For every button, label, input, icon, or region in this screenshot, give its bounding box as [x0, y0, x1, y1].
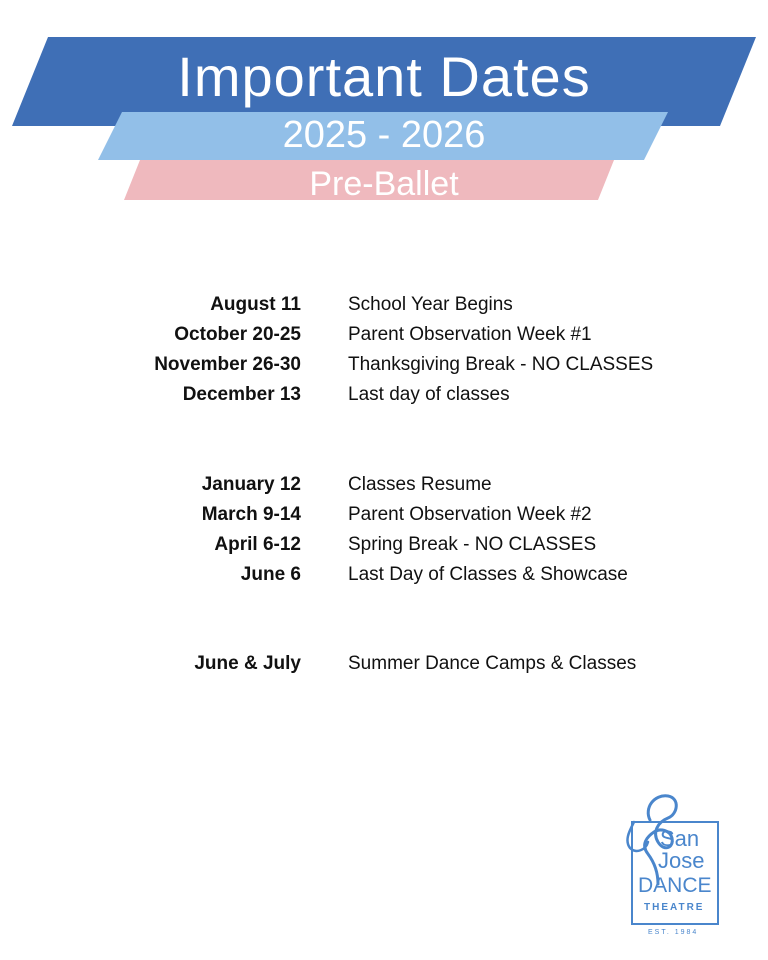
schedule-date: March 9-14 [201, 504, 301, 525]
schedule-date: January 12 [201, 474, 301, 495]
logo-dance: DANCE [638, 874, 712, 897]
schedule-row [0, 564, 768, 594]
schedule-row [0, 653, 768, 683]
logo-swirl-2 [627, 822, 648, 851]
logo-graphic [614, 758, 726, 940]
schedule-row [0, 384, 768, 414]
class-level: Pre-Ballet [309, 165, 459, 203]
schedule-event: Last Day of Classes & Showcase [348, 564, 628, 585]
logo-san: San [660, 826, 700, 851]
schedule-row [0, 324, 768, 354]
schedule-date: April 6-12 [214, 534, 301, 555]
schedule-event: Thanksgiving Break - NO CLASSES [348, 354, 654, 375]
schedule-date: December 13 [182, 384, 301, 405]
schedule-row [0, 294, 768, 324]
schedule-event: Parent Observation Week #2 [348, 504, 592, 525]
schedule-row [0, 534, 768, 564]
schedule-event: Last day of classes [348, 384, 510, 405]
schedule-date: August 11 [210, 294, 301, 315]
sjdt-logo [614, 758, 726, 940]
schedule-row [0, 504, 768, 534]
schedule-date: June & July [194, 653, 301, 674]
logo-est: EST. 1984 [648, 929, 699, 936]
logo-jose: Jose [658, 848, 705, 873]
schedule-event: Spring Break - NO CLASSES [348, 534, 597, 555]
schedule-date: November 26-30 [154, 354, 301, 375]
logo-theatre: THEATRE [644, 902, 705, 913]
schedule-date: June 6 [240, 564, 301, 585]
school-year: 2025 - 2026 [282, 114, 486, 156]
schedule-event: Classes Resume [348, 474, 492, 495]
schedule-row [0, 474, 768, 504]
schedule-date: October 20-25 [174, 324, 301, 345]
page-title: Important Dates [177, 45, 591, 108]
schedule-event: Parent Observation Week #1 [348, 324, 592, 345]
schedule-row [0, 354, 768, 384]
schedule-event: Summer Dance Camps & Classes [348, 653, 637, 674]
schedule-event: School Year Begins [348, 294, 513, 315]
